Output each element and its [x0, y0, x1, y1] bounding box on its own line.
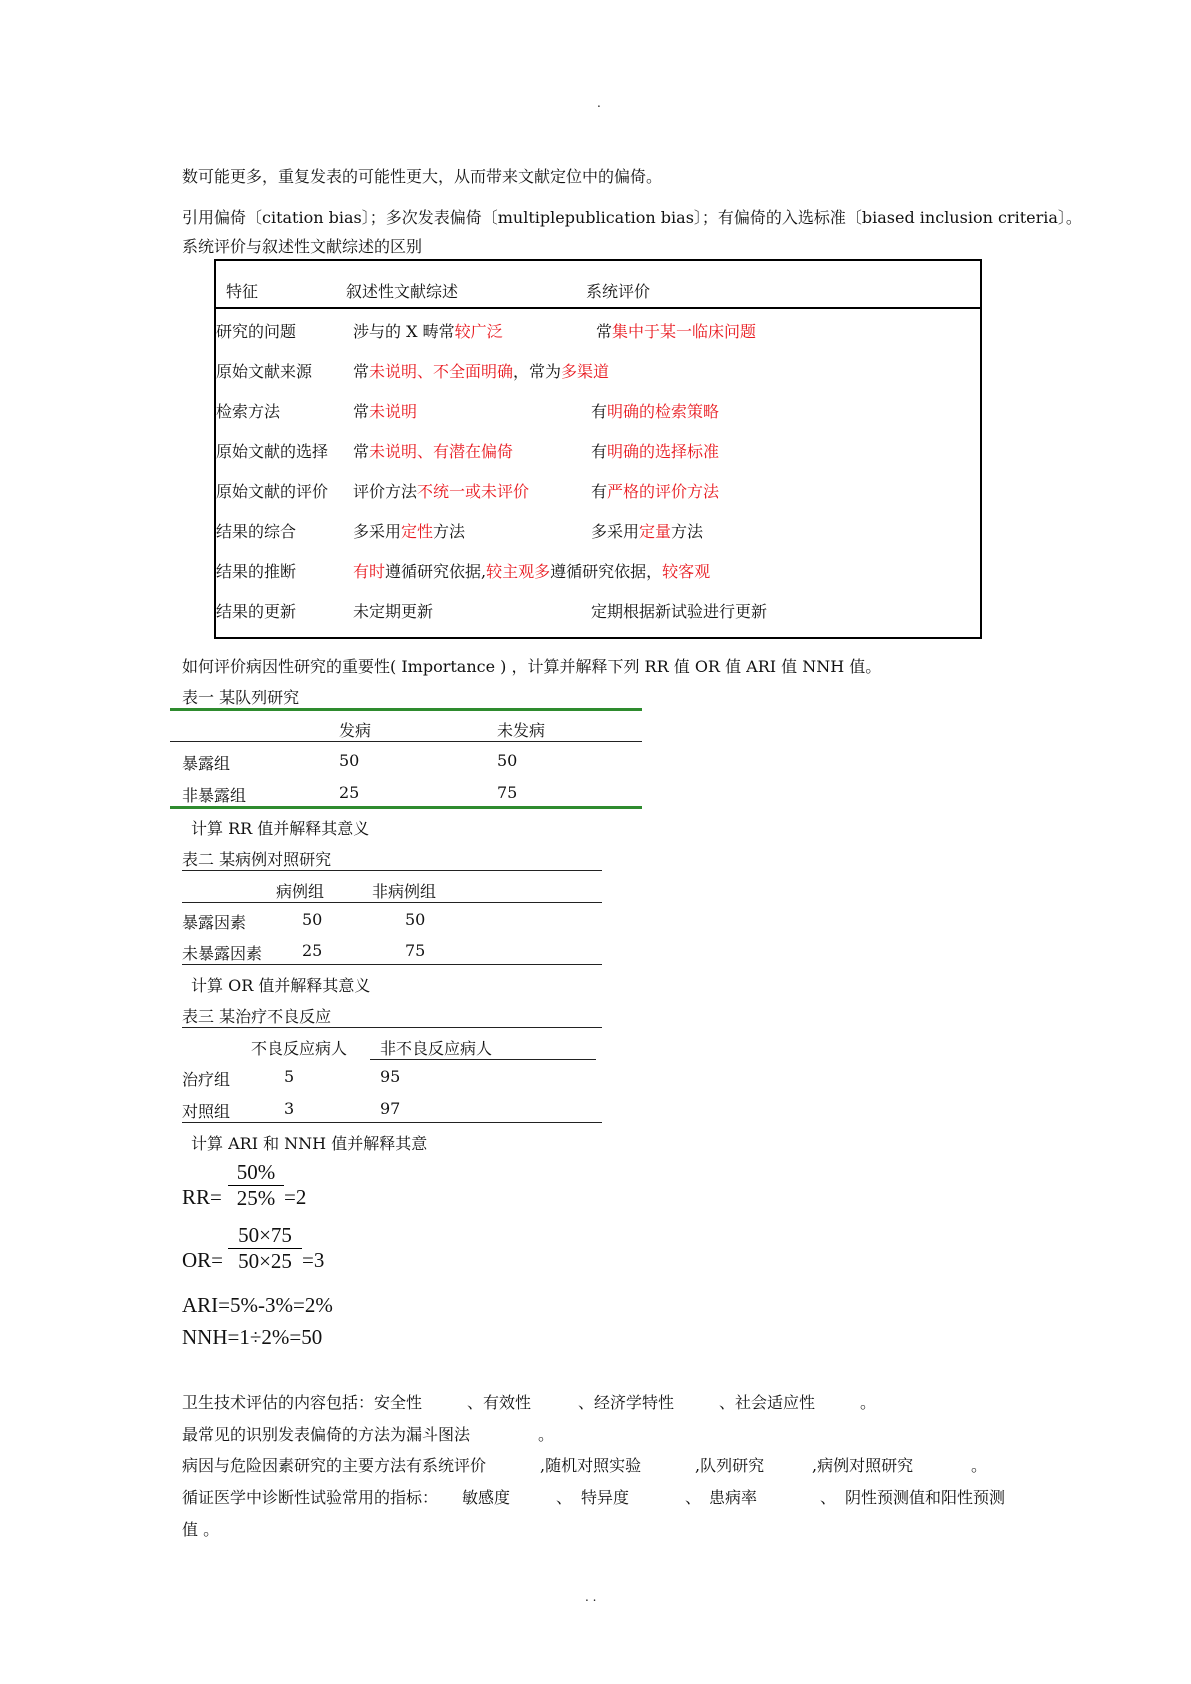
- or-numerator: 50×75: [238, 1223, 292, 1247]
- row-6-narrative-part-1: 定性: [401, 522, 434, 541]
- row-8-feature: [216, 599, 296, 622]
- row-4-narrative-part-0: 常: [353, 442, 370, 461]
- table2-header-1: 病例组: [276, 882, 325, 901]
- fill-4-d: 特异度: [581, 1488, 630, 1507]
- row-6-feature-part-0: 结果的综合: [216, 522, 297, 541]
- footer-mark: . .: [585, 1590, 597, 1604]
- row-5-narrative-part-1: 不统一或未评价: [417, 482, 530, 501]
- row-8-narrative: [353, 599, 433, 622]
- row-7-narrative-part-4: 较客观: [662, 562, 711, 581]
- table3-row2-c1: 3: [284, 1099, 295, 1118]
- or-label: OR=: [182, 1248, 224, 1272]
- table2-top-rule: [182, 870, 602, 871]
- row-4-narrative: [353, 439, 513, 462]
- row-3-narrative-part-1: 未说明: [369, 402, 418, 421]
- row-6-narrative: [353, 519, 465, 542]
- table2-row1-c2: 50: [405, 910, 426, 929]
- table2-row2-c2: 75: [405, 941, 426, 960]
- fill-3-e: 。: [971, 1456, 988, 1475]
- row-4-systematic-part-1: 明确的选择标准: [607, 442, 720, 461]
- row-2-narrative-part-0: 常: [353, 362, 370, 381]
- table2-row2-label: 未暴露因素: [182, 944, 263, 963]
- header-feature: 特征: [226, 282, 259, 301]
- row-5-systematic-part-0: 有: [591, 482, 608, 501]
- row-1-narrative-part-0: 涉与的 X 畴常: [353, 322, 455, 341]
- table3-header-1: 不良反应病人: [251, 1039, 348, 1058]
- table2-bottom-rule: [182, 964, 602, 965]
- comparison-table: [214, 259, 982, 639]
- table1-top-rule: [170, 708, 642, 711]
- row-2-narrative-part-1: 未说明、不全面明确: [369, 362, 514, 381]
- fill-3-a: 病因与危险因素研究的主要方法有系统评价: [182, 1456, 487, 1475]
- row-7-narrative-part-1: 遵循研究依据,: [385, 562, 487, 581]
- row-6-systematic-part-0: 多采用: [591, 522, 640, 541]
- rr-denominator: 25%: [236, 1186, 276, 1210]
- table3-title: 表三 某治疗不良反应: [182, 1007, 332, 1026]
- table3-row1-c1: 5: [284, 1067, 295, 1086]
- rr-label: RR=: [182, 1185, 222, 1209]
- row-5-narrative: [353, 479, 529, 502]
- table1-row2-c2: 75: [497, 783, 518, 802]
- table1-row1-c2: 50: [497, 751, 518, 770]
- table3-task: 计算 ARI 和 NNH 值并解释其意: [191, 1134, 428, 1153]
- rr-numerator: 50%: [236, 1160, 276, 1184]
- fill-4-e: 、: [685, 1488, 702, 1507]
- row-6-narrative-part-0: 多采用: [353, 522, 402, 541]
- row-2-feature: [216, 359, 312, 382]
- fill-4-g: 、: [820, 1488, 837, 1507]
- table1-row2-c1: 25: [339, 783, 360, 802]
- row-4-narrative-part-1: 未说明、有潜在偏倚: [369, 442, 514, 461]
- intro-line-3: 系统评价与叙述性文献综述的区别: [182, 237, 423, 256]
- table3-row2-label: 对照组: [182, 1102, 231, 1121]
- table1-header-1: 发病: [339, 721, 372, 740]
- table1-header-2: 未发病: [497, 721, 546, 740]
- row-4-systematic-part-0: 有: [591, 442, 608, 461]
- row-2-narrative: [353, 359, 609, 382]
- table3-header-2: 非不良反应病人: [380, 1039, 493, 1058]
- row-4-feature-part-0: 原始文献的选择: [216, 442, 329, 461]
- row-7-narrative: [353, 559, 710, 582]
- fill-4-c: 、: [556, 1488, 573, 1507]
- table2-task: 计算 OR 值并解释其意义: [191, 976, 371, 995]
- row-6-narrative-part-2: 方法: [433, 522, 466, 541]
- header-divider: [216, 307, 980, 309]
- fill-3-b: ,随机对照实验: [540, 1456, 642, 1475]
- row-1-narrative: [353, 319, 503, 342]
- table1-row2-label: 非暴露组: [182, 786, 247, 805]
- fill-2-b: 。: [538, 1425, 555, 1444]
- row-4-feature: [216, 439, 328, 462]
- table2-row1-label: 暴露因素: [182, 913, 247, 932]
- row-5-feature-part-0: 原始文献的评价: [216, 482, 329, 501]
- row-8-systematic-part-0: 定期根据新试验进行更新: [591, 602, 768, 621]
- row-5-systematic-part-1: 严格的评价方法: [607, 482, 720, 501]
- header-narrative: 叙述性文献综述: [346, 282, 459, 301]
- table3-mid-rule: [370, 1059, 596, 1060]
- table1-row1-c1: 50: [339, 751, 360, 770]
- row-6-systematic: [591, 519, 703, 542]
- fill-4-f: 患病率: [709, 1488, 758, 1507]
- fill-3-d: ,病例对照研究: [812, 1456, 914, 1475]
- table2-row2-c1: 25: [302, 941, 323, 960]
- row-5-feature: [216, 479, 328, 502]
- fill-blank-line-5: 值 。: [182, 1520, 220, 1539]
- table3-row1-label: 治疗组: [182, 1070, 231, 1089]
- row-1-systematic: [596, 319, 756, 342]
- fill-1-d: 、社会适应性: [719, 1393, 816, 1412]
- row-3-feature: [216, 399, 280, 422]
- table2-mid-rule: [182, 902, 602, 903]
- row-2-narrative-part-3: 多渠道: [561, 362, 610, 381]
- fill-1-c: 、经济学特性: [578, 1393, 675, 1412]
- header-systematic: 系统评价: [586, 282, 651, 301]
- row-3-narrative-part-0: 常: [353, 402, 370, 421]
- row-3-systematic-part-1: 明确的检索策略: [607, 402, 720, 421]
- table1-mid-rule: [170, 741, 642, 742]
- row-4-systematic: [591, 439, 719, 462]
- table1-title: 表一 某队列研究: [182, 688, 300, 707]
- row-1-feature: [216, 319, 296, 342]
- row-2-narrative-part-2: ，常为: [513, 362, 562, 381]
- fill-4-b: 敏感度: [462, 1488, 511, 1507]
- table3-top-rule: [182, 1027, 602, 1028]
- question-text: 如何评价病因性研究的重要性( Importance ) ，计算并解释下列 RR 值 OR 值 ARI 值 NNH 值。: [182, 657, 882, 676]
- header-mark: .: [597, 96, 601, 110]
- row-3-feature-part-0: 检索方法: [216, 402, 281, 421]
- or-denominator: 50×25: [238, 1249, 292, 1273]
- table3-row1-c2: 95: [380, 1067, 401, 1086]
- table3-row2-c2: 97: [380, 1099, 401, 1118]
- intro-line-1: 数可能更多，重复发表的可能性更大，从而带来文献定位中的偏倚。: [182, 167, 663, 186]
- table2-header-2: 非病例组: [372, 882, 437, 901]
- row-1-narrative-part-1: 较广泛: [454, 322, 503, 341]
- row-7-narrative-part-3: 遵循研究依据，: [550, 562, 663, 581]
- row-6-systematic-part-1: 定量: [639, 522, 672, 541]
- row-3-systematic-part-0: 有: [591, 402, 608, 421]
- fill-4-a: 循证医学中诊断性试验常用的指标：: [182, 1488, 439, 1507]
- row-7-narrative-part-2: 较主观多: [486, 562, 551, 581]
- table3-bottom-rule: [182, 1122, 602, 1123]
- row-6-feature: [216, 519, 296, 542]
- table2-row1-c1: 50: [302, 910, 323, 929]
- row-7-feature-part-0: 结果的推断: [216, 562, 297, 581]
- table1-bottom-rule: [170, 806, 642, 809]
- row-8-systematic: [591, 599, 767, 622]
- row-8-feature-part-0: 结果的更新: [216, 602, 297, 621]
- table1-row1-label: 暴露组: [182, 754, 231, 773]
- row-1-feature-part-0: 研究的问题: [216, 322, 297, 341]
- rr-result: =2: [284, 1185, 307, 1209]
- nnh-formula: NNH=1÷2%=50: [182, 1325, 323, 1349]
- table2-title: 表二 某病例对照研究: [182, 850, 332, 869]
- row-3-systematic: [591, 399, 719, 422]
- row-2-feature-part-0: 原始文献来源: [216, 362, 313, 381]
- row-8-narrative-part-0: 未定期更新: [353, 602, 434, 621]
- row-7-narrative-part-0: 有时: [353, 562, 386, 581]
- row-5-systematic: [591, 479, 719, 502]
- fill-3-c: ,队列研究: [695, 1456, 765, 1475]
- intro-line-2: 引用偏倚〔citation bias〕；多次发表偏倚〔multiplepublication bias〕；有偏倚的入选标准〔biased inclusion criteria〕。: [182, 208, 1082, 227]
- or-result: =3: [302, 1248, 325, 1272]
- table1-task: 计算 RR 值并解释其意义: [191, 819, 370, 838]
- fill-4-h: 阴性预测值和阳性预测: [845, 1488, 1006, 1507]
- fill-2-a: 最常见的识别发表偏倚的方法为漏斗图法: [182, 1425, 471, 1444]
- row-6-systematic-part-2: 方法: [671, 522, 704, 541]
- row-1-systematic-part-0: 常: [596, 322, 613, 341]
- row-1-systematic-part-1: 集中于某一临床问题: [612, 322, 757, 341]
- row-3-narrative: [353, 399, 417, 422]
- row-5-narrative-part-0: 评价方法: [353, 482, 418, 501]
- fill-1-b: 、有效性: [467, 1393, 532, 1412]
- fill-1-a: 卫生技术评估的内容包括：安全性: [182, 1393, 423, 1412]
- fill-1-e: 。: [860, 1393, 877, 1412]
- row-7-feature: [216, 559, 296, 582]
- ari-formula: ARI=5%-3%=2%: [182, 1293, 333, 1317]
